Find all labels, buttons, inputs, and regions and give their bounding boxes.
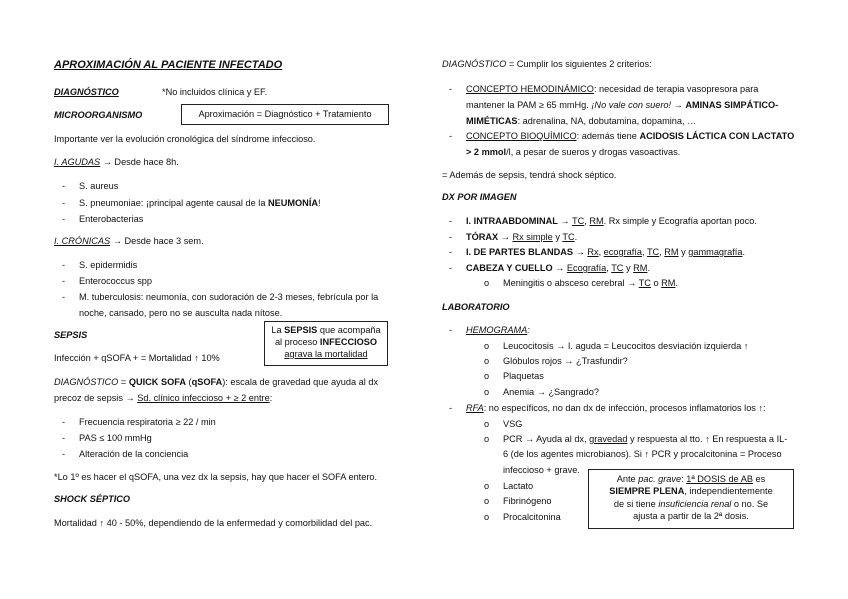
antibiotic-dose-box	[588, 469, 794, 529]
circle-bullet: o	[484, 434, 490, 444]
circle-bullet: o	[484, 419, 490, 429]
dash-bullet: -	[62, 181, 66, 191]
bioquimico-line2: > 2 mmol/l, a pesar de sueros y drogas vasoactivas.	[466, 147, 681, 157]
rfa-item-fibrinogeno: Fibrinógeno	[503, 496, 552, 506]
agudas-label: I. AGUDAS	[54, 157, 101, 167]
cronicas-label: I. CRÓNICAS	[54, 236, 111, 246]
shock-mortality: Mortalidad ↑ 40 - 50%, dependiendo de la enfermedad y comorbilidad del pac.	[54, 518, 373, 528]
dash-bullet: -	[62, 433, 66, 443]
cronicas-desc: → Desde hace 3 sem.	[112, 236, 204, 246]
ab-box-line2: SIEMPRE PLENA, independientemente	[609, 486, 773, 497]
dash-bullet: -	[449, 84, 453, 94]
bioquimico-line1: CONCEPTO BIOQUÍMICO: además tiene ACIDOSIS LÁCTICA CON LACTATO	[466, 131, 795, 141]
rfa-item-lactato: Lactato	[503, 481, 534, 491]
dash-bullet: -	[449, 325, 453, 335]
circle-bullet: o	[484, 387, 490, 397]
hemograma-item-leucocitosis: Leucocitosis → I. aguda = Leucocitos desviación izquierda ↑	[503, 341, 749, 351]
dash-bullet: -	[449, 403, 453, 413]
sepsis-box-line2: al proceso INFECCIOSO	[274, 336, 378, 347]
cronica-item-epidermidis: S. epidermidis	[79, 260, 138, 270]
sepsis-box-line1: La SEPSIS que acompaña	[271, 325, 381, 335]
dash-bullet: -	[62, 260, 66, 270]
aguda-item-enterobacterias: Enterobacterias	[79, 214, 144, 224]
sepsis-box-line3: agrava la mortalidad	[284, 348, 368, 359]
imagen-item-partes-blandas: I. DE PARTES BLANDAS → Rx, ecografía, TC, RM y gammagrafía.	[466, 247, 745, 257]
hemograma-item-anemia: Anemia → ¿Sangrado?	[503, 387, 600, 397]
qsofa-note: *Lo 1º es hacer el qSOFA, una vez dx la sepsis, hay que hacer el SOFA entero.	[54, 472, 378, 482]
dash-bullet: -	[62, 198, 66, 208]
rfa-item-vsg: VSG	[503, 419, 523, 429]
circle-bullet: o	[484, 481, 490, 491]
qsofa-line2: precoz de sepsis → Sd. clínico infeccioso + ≥ 2 entre:	[54, 393, 273, 403]
important-note: Importante ver la evolución cronológica del síndrome infeccioso.	[54, 134, 316, 144]
qsofa-item-fr: Frecuencia respiratoria ≥ 22 / min	[79, 417, 216, 427]
imagen-item-intraabdominal: I. INTRAABDOMINAL → TC, RM. Rx simple y Ecografía aportan poco.	[466, 216, 757, 226]
shock-equivalence: = Además de sepsis, tendrá shock séptico.	[442, 170, 617, 180]
imagen-item-cabeza-cuello: CABEZA Y CUELLO → Ecografía, TC y RM.	[466, 263, 650, 273]
hemodinamico-line3: MIMÉTICAS: adrenalina, NA, dobutamina, dopamina, …	[466, 116, 697, 126]
dash-bullet: -	[62, 292, 66, 302]
dx-imagen-heading: DX POR IMAGEN	[442, 192, 517, 202]
agudas-desc: → Desde hace 8h.	[102, 157, 179, 167]
cronica-item-tuberculosis-cont: noche, cansado, pero no se ausculta nada nítose.	[79, 308, 283, 318]
qsofa-item-pas: PAS ≤ 100 mmHg	[79, 433, 152, 443]
qsofa-item-conciencia: Alteración de la conciencia	[79, 449, 189, 459]
sepsis-heading: SEPSIS	[54, 330, 88, 340]
imagen-subitem-meningitis: Meningitis o absceso cerebral → TC o RM.	[503, 278, 678, 288]
dash-bullet: -	[62, 449, 66, 459]
hemodinamico-line1: CONCEPTO HEMODINÁMICO: necesidad de terapia vasopresora para	[466, 84, 759, 94]
circle-bullet: o	[484, 496, 490, 506]
dash-bullet: -	[62, 214, 66, 224]
hemograma-item-plaquetas: Plaquetas	[503, 371, 544, 381]
rfa-item-procalcitonina: Procalcitonina	[503, 512, 561, 522]
ab-box-line4: ajusta a partir de la 2ª dosis.	[633, 511, 749, 522]
imagen-item-torax: TÓRAX → Rx simple y TC.	[466, 232, 578, 242]
cronica-item-enterococcus: Enterococcus spp	[79, 276, 153, 286]
approximation-box: Aproximación = Diagnóstico + Tratamiento	[181, 104, 389, 125]
circle-bullet: o	[484, 356, 490, 366]
microorganismo-heading: MICROORGANISMO	[54, 110, 143, 120]
cronica-item-tuberculosis: M. tuberculosis: neumonía, con sudoración de 2-3 meses, febrícula por la	[79, 292, 379, 302]
shock-heading: SHOCK SÉPTICO	[54, 494, 131, 504]
cronicas-line	[54, 236, 204, 247]
laboratorio-heading: LABORATORIO	[442, 302, 510, 312]
rfa-line: RFA: no específicos, no dan dx de infección, procesos inflamatorios los ↑:	[466, 403, 766, 413]
circle-bullet: o	[484, 512, 490, 522]
page-title: APROXIMACIÓN AL PACIENTE INFECTADO	[54, 59, 283, 71]
dash-bullet: -	[62, 417, 66, 427]
dash-bullet: -	[449, 247, 453, 257]
dash-bullet: -	[449, 232, 453, 242]
circle-bullet: o	[484, 371, 490, 381]
right-diagnostico-line: DIAGNÓSTICO = Cumplir los siguientes 2 criterios:	[442, 59, 652, 69]
dash-bullet: -	[62, 276, 66, 286]
dash-bullet: -	[449, 263, 453, 273]
qsofa-line1: DIAGNÓSTICO = QUICK SOFA (qSOFA): escala de gravedad que ayuda al dx	[54, 377, 379, 387]
circle-bullet: o	[484, 341, 490, 351]
dash-bullet: -	[449, 131, 453, 141]
sepsis-mortality: Infección + qSOFA + = Mortalidad ↑ 10%	[54, 353, 220, 363]
hemograma-item-globulos: Glóbulos rojos → ¿Trasfundir?	[503, 356, 628, 366]
hemograma-label-line: HEMOGRAMA:	[466, 325, 530, 335]
sepsis-box	[264, 321, 388, 366]
aguda-item-pneumoniae: S. pneumoniae: ¡principal agente causal de la NEUMONÍA!	[79, 198, 321, 208]
aguda-item-aureus: S. aureus	[79, 181, 119, 191]
dash-bullet: -	[449, 216, 453, 226]
diagnostico-note: *No incluidos clínica y EF.	[162, 87, 268, 97]
ab-box-line3: de si tiene insuficiencia renal o no. Se	[613, 498, 769, 509]
ab-box-line1: Ante pac. grave: 1ª DOSIS de AB es	[616, 474, 766, 484]
rfa-item-pcr-cont2: infeccioso + grave.	[503, 465, 580, 475]
rfa-item-pcr-cont1: 6 (de los agentes microbianos). Si ↑ PCR y procalcitonina = Proceso	[503, 449, 782, 459]
circle-bullet: o	[484, 278, 490, 288]
agudas-line	[54, 157, 179, 168]
hemodinamico-line2: mantener la PAM ≥ 65 mmHg. ¡No vale con suero! → AMINAS SIMPÁTICO-	[466, 100, 779, 110]
rfa-item-pcr: PCR → Ayuda al dx, gravedad y respuesta al tto. ↑ En respuesta a IL-	[503, 434, 788, 444]
diagnostico-heading: DIAGNÓSTICO	[54, 87, 119, 97]
